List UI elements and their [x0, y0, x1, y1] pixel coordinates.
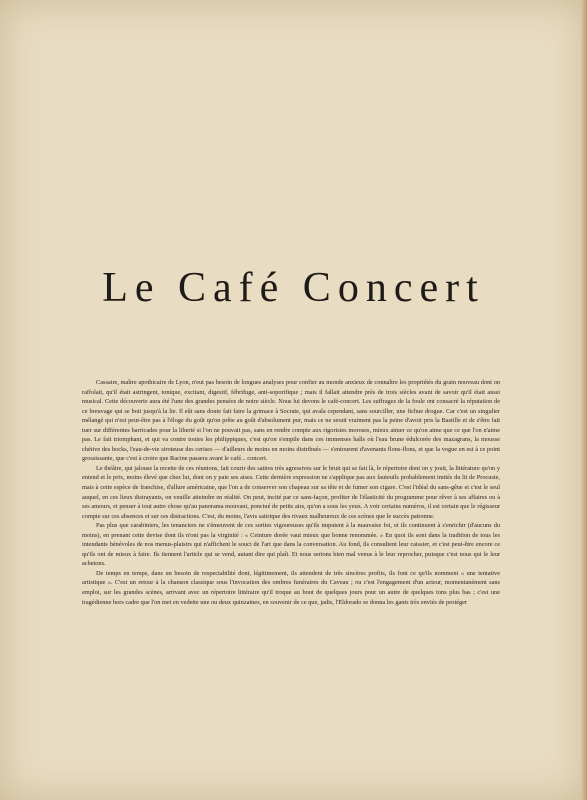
page-title: Le Café Concert: [102, 265, 485, 312]
page-edge: [581, 0, 587, 800]
paragraph: Le théâtre, qui jalouse la recette de ces réunions, fait courir des satires très agressives sur le bruit qui se fait là, le répertoire dont on y jouit, la littérature qu'on y entend et le prix, moins élevé que chez lui, dont on y paie ses aises. Cette dernière expression ne s'applique pas aux fauteuils probablement imités du lit de Procuste, mais à cette espèce de franchise, d'allure américaine, que l'on a de conserver son chapeau sur sa tête et de fumer son cigare. C'est l'idéal du sans-gêne et c'est le seul auquel, en ces lieux distrayants, on veuille atteindre en réalité. On peut, incité par ce sans-façon, profiter de l'élasticité du programme pour rêver à ses affaires ou à ses amours, et penser à tout autre chose qu'au panorama mouvant, ponctué de petits airs, qu'on a sous les yeux. A voir certains numéros, il est certain que le régisseur compte sur ces absences et sur ces distractions. C'est, du moins, l'avis satirique des rivaux malheureux de ces scènes que le succès patronne.: [82, 464, 500, 520]
paragraph: Cassaire, maître apothicaire de Lyon, n'eut pas besoin de longues analyses pour confier au monde anxieux de connaître les propriétés du grain nouveau dont on raffolait, qu'il était astringent, tonique, excitant, digestif, fébrifuge, anti-soporifique ; mais il fallait attendre près de trois siècles avant de savoir qu'il était aussi musical. Cette découverte aura été l'une des grandes pensées de notre siècle. Nous lui devons le café-concert. Les suffrages de la foule ont consacré la réputation de ce breuvage qui se boit jusqu'à la lie. Il eût sans doute fait faire la grimace à Socrate, qui avala cependant, sans sourciller, une fichue drogue. Car c'est un singulier mélangé qui n'est peut-être pas à l'éloge du goût qu'on prête au goût d'absolument pur, mais ce ne serait vraiment pas la peine d'avoir pris la Bastille et de s'être fait tuer sur différentes barricades pour la liberté si l'on ne pouvait pas, sans en rendre compte aux rigoristes moroses, mieux aimer ce qu'on aime que ce que l'on n'aime pas. Le fait triomphant, et qui va contre toutes les philippiques, c'est qu'on s'empile dans ces immenses halls où l'eau brune édulcorée des mazagrans, la mousse chétive des bocks, l'eau-de-vie siroteuse des cerises — d'ailleurs de moins en moins distribués — s'entourent d'avenants flons-flons, et que la vogue en est à ce point grossissante, que c'est à croire que Racine passera avant le café... concert.: [82, 379, 500, 463]
paragraph: De temps en temps, dans un besoin de respectabilité dont, légitimement, ils attendent de très sincères profits, ils font ce qu'ils nomment « une tentative artistique ». C'est un retour à la chanson classique sous l'invocation des ombres funéraires du Caveau ; ou c'est l'engagement d'un acteur, momentanément sans emploi, sur les grandes scènes, arrivant avec un répertoire littéraire qu'il troque au bout de quelques jours pour un autre de quelques tons plus bas ; c'est une tragédienne hors cadre que l'on met en vedette une ou deux quinzaines, en souvenir de ce que, jadis, l'Eldorado se donna les gants très enviés de protéger: [82, 569, 500, 606]
paragraph: Pas plus que carabiniers, les tenanciers ne s'émeuvent de ces sorties vigoureuses qu'ils imputent à la mauvaise foi, et ils continuent à s'enrichir (d'aucuns du moins), en prenant cette devise dont ils n'ont pas la virginité : « Ceinture dorée vaut mieux que bonne renommée. » En quoi ils sont dans la tradition de tous les intendants bénévoles de nos menus-plaisirs qui n'affichent le souci de l'art que dans la conversation. Au fond, ils consultent leur caissier, et c'est peut-être encore ce qu'ils ont de mieux à faire. Ils tiennent l'article qui se vend, autant dire qui plaît. Et nous serions bien mal venus à le leur reprocher, puisque c'est nous qui le leur achetons.: [82, 522, 500, 568]
article-body: [82, 378, 500, 607]
